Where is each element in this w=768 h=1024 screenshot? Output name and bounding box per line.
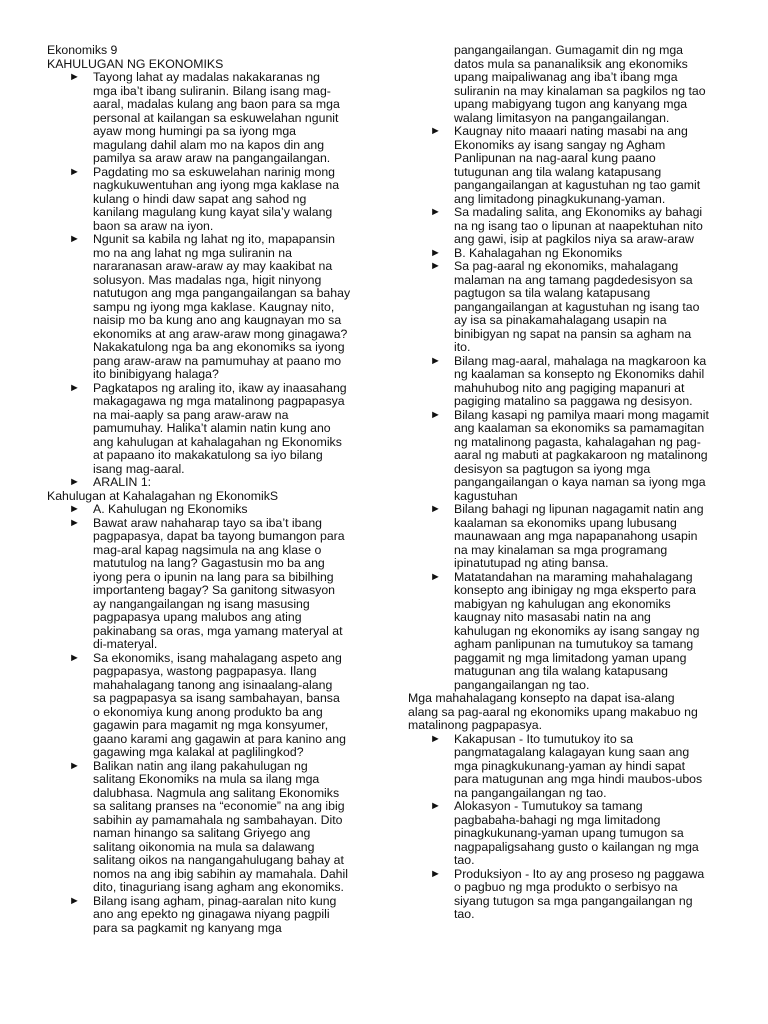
triangle-bullet-icon: ► (430, 354, 441, 367)
triangle-bullet-icon: ► (430, 408, 441, 421)
triangle-bullet-icon: ► (430, 800, 441, 812)
left-column (47, 44, 377, 935)
section-heading-a: ► A. Kahulugan ng Ekonomiks (69, 502, 248, 516)
triangle-bullet-icon: ► (430, 125, 441, 137)
list-item: ► Matatandahan na maraming mahahalagang konsepto ang ibinigay ng mga eksperto para mabigyan ng kahulugan ang ekonomiks kaugnay nito masasabi natin na ang kahulugan ng ekonomiks ay isang sangay ng agham panlipunan na tumutukoy sa tamang paggamit ng mga limitadong yaman upang matugunan ang tila walang katapusang pangangailangan ng tao. (430, 569, 700, 692)
list-item: ► Bilang isang agham, pinag-aaralan nito kung ano ang epekto ng ginagawa niyang pagpili para sa pagkamit ng kanyang mga (69, 893, 337, 935)
triangle-bullet-icon: ► (69, 759, 80, 772)
section-heading-b: ► B. Kahalagahan ng Ekonomiks (430, 245, 623, 260)
list-item: ► Bawat araw nahaharap tayo sa iba’t ibang pagpapasya, dapat ba tayong bumangon para mag-aral kapag nagsimula na ang klase o matutulog na lang? Gagastusin mo ba ang iyong pera o ipunin na lang para sa bibilhing importanteng bagay? Sa ganitong sitwasyon ay nangangailangan ng isang masusing pagpapasya upang malubos ang ating pakinabang sa oras, mga yamang materyal at di-materyal. (69, 515, 345, 651)
triangle-bullet-icon: ► (430, 246, 441, 259)
concepts-intro: Mga mahahalagang konsepto na dapat isa-alang alang sa pag-aaral ng ekonomiks upang makabuo ng matalinong pagpapasya. (408, 691, 698, 732)
triangle-bullet-icon: ► (69, 233, 80, 245)
triangle-bullet-icon: ► (430, 503, 441, 515)
list-item: ► Ngunit sa kabila ng lahat ng ito, mapapansin mo na ang lahat ng mga suliranin na nararanasan araw-araw ay may kaakibat na solusyon. Mas madalas nga, higit ninyong natutugon ang mga pangangailangan sa bahay sampu ng iyong mga kaklase. Kaugnay nito, naisip mo ba kung ano ang kaugnayan mo sa ekonomiks at ang araw-araw mong ginagawa? Nakakatulong nga ba ang ekonomiks sa iyong pang araw-araw na pamumuhay at paano mo ito binibigyang halaga? (69, 232, 351, 381)
right-column (408, 44, 728, 922)
concept-item: ► Alokasyon - Tumutukoy sa tamang pagbabaha-bahagi ng mga limitadong pinagkukunang-yaman upang tumugon sa nagpapaligsahang gusto o kailangan ng mga tao. (430, 799, 699, 867)
list-item: ► Bilang bahagi ng lipunan nagagamit natin ang kaalaman sa ekonomiks upang lubusang maunawaan ang mga napapanahong usapin na may kinalaman sa mga programang ipinatutupad ng ating bansa. (430, 502, 704, 570)
triangle-bullet-icon: ► (69, 516, 80, 529)
concept-item: ► Kakapusan - Ito tumutukoy ito sa pangmatagalang kalagayan kung saan ang mga pinagkukunang-yaman ay hindi sapat para matugunan ang mga hindi maubos-ubos na pangangailangan ng tao. (430, 731, 703, 800)
triangle-bullet-icon: ► (69, 71, 80, 83)
triangle-bullet-icon: ► (69, 165, 80, 178)
list-item: ► Tayong lahat ay madalas nakakaranas ng mga iba’t ibang suliranin. Bilang isang mag- aaral, madalas kulang ang baon para sa mga personal at kailangan sa eskuwelahan ngunit ayaw mong humingi pa sa iyong mga magulang dahil alam mo na kapos din ang pamilya sa araw araw na pangangailangan. (69, 70, 340, 165)
triangle-bullet-icon: ► (69, 651, 80, 664)
triangle-bullet-icon: ► (430, 867, 441, 880)
list-item-lesson-label: ► ARALIN 1: (69, 475, 152, 489)
document-title: KAHULUGAN NG EKONOMIKS (47, 56, 224, 71)
triangle-bullet-icon: ► (430, 570, 441, 583)
list-item: ► Balikan natin ang ilang pakahulugan ng salitang Ekonomiks na mula sa ilang mga dalubhasa. Nagmula ang salitang Ekonomiks sa salitang pranses na “economie” na ang ibig sabihin ay pamamahala ng sambahayan. Dito naman hinango sa salitang Griyego ang salitang oikonomia na mula sa dalawang salitang oikos na nangangahulugang bahay at nomos na ang ibig sabihin ay mamahala. Dahil dito, tinaguriang isang agham ang ekonomiks. (69, 758, 348, 894)
list-item: ► Kaugnay nito maaari nating masabi na ang Ekonomiks ay isang sangay ng Agham Panlipunan na nag-aaral kung paano tutugunan ang tila walang katapusang pangangailangan at kagustuhan ng tao gamit ang limitadong pinagkukunang-yaman. (430, 124, 701, 206)
triangle-bullet-icon: ► (69, 894, 80, 907)
list-item: ► Pagdating mo sa eskuwelahan narinig mong nagkukuwentuhan ang iyong mga kaklase na kulang o hindi daw sapat ang sahod ng kanilang magulang kung kayat sila’y walang baon sa araw na iyon. (69, 164, 340, 233)
list-item: ► Sa madaling salita, ang Ekonomiks ay bahagi na ng isang tao o lipunan at naapektuhan nito ang gawi, isip at pagkilos niya sa araw-araw (430, 205, 703, 246)
lesson-title: Kahulugan at Kahalagahan ng EkonomikS (47, 488, 279, 503)
subject-heading: Ekonomiks 9 (47, 43, 118, 57)
continued-paragraph: pangangailangan. Gumagamit din ng mga datos mula sa pananaliksik ang ekonomiks upang maipaliwanag ang iba’t ibang mga suliranin na may kinalaman sa pagkilos ng tao upang mabigyang tugon ang kanyang mga walang limitasyon na pangangailangan. (454, 43, 706, 125)
list-item: ► Bilang kasapi ng pamilya maari mong magamit ang kaalaman sa ekonomiks sa pamamagitan ng matalinong pagasta, kahalagahan ng pag- aaral ng mabuti at pagkakaroon ng matalinong desisyon sa pagtugon sa iyong mga pangangailangan o kaya naman sa iyong mga kagustuhan (430, 407, 709, 503)
list-item: ► Pagkatapos ng araling ito, ikaw ay inaasahang makagagawa ng mga matalinong pagpapasya na mai-aaply sa pang araw-araw na pamumuhay. Halika’t alamin natin kung ano ang kahulugan at kahalagahan ng Ekonomiks at papaano ito makakatulong sa iyo bilang isang mag-aaral. (69, 380, 347, 476)
concept-item: ► Produksiyon - Ito ay ang proseso ng paggawa o pagbuo ng mga produkto o serbisyo na siyang tutugon sa mga pangangailangan ng tao. (430, 866, 705, 921)
list-item: ► Sa ekonomiks, isang mahalagang aspeto ang pagpapasya, wastong pagpapasya. Ilang mahahalagang tanong ang isinaalang-alang sa pagpapasya sa isang sambahayan, bansa o ekonomiya kung anong produkto ba ang gagawin para magamit ng mga konsyumer, gaano karami ang gagawin at para kanino ang gagawing mga kalakal at paglilingkod? (69, 650, 346, 759)
triangle-bullet-icon: ► (69, 476, 80, 488)
triangle-bullet-icon: ► (430, 260, 441, 272)
triangle-bullet-icon: ► (69, 503, 80, 515)
triangle-bullet-icon: ► (430, 732, 441, 745)
triangle-bullet-icon: ► (69, 381, 80, 394)
list-item: ► Bilang mag-aaral, mahalaga na magkaroon ka ng kaalaman sa konsepto ng Ekonomiks dahil mahuhubog nito ang pagiging mapanuri at pagiging matalino sa paggawa ng desisyon. (430, 353, 707, 408)
list-item: ► Sa pag-aaral ng ekonomiks, mahalagang malaman na ang tamang pagdedesisyon sa pagtugon sa tila walang katapusang pangangailangan at kagustuhan ng isang tao ay isa sa pinakamahalagang usapin na binibigyan ng sapat na pansin sa agham na ito. (430, 259, 700, 354)
triangle-bullet-icon: ► (430, 206, 441, 218)
